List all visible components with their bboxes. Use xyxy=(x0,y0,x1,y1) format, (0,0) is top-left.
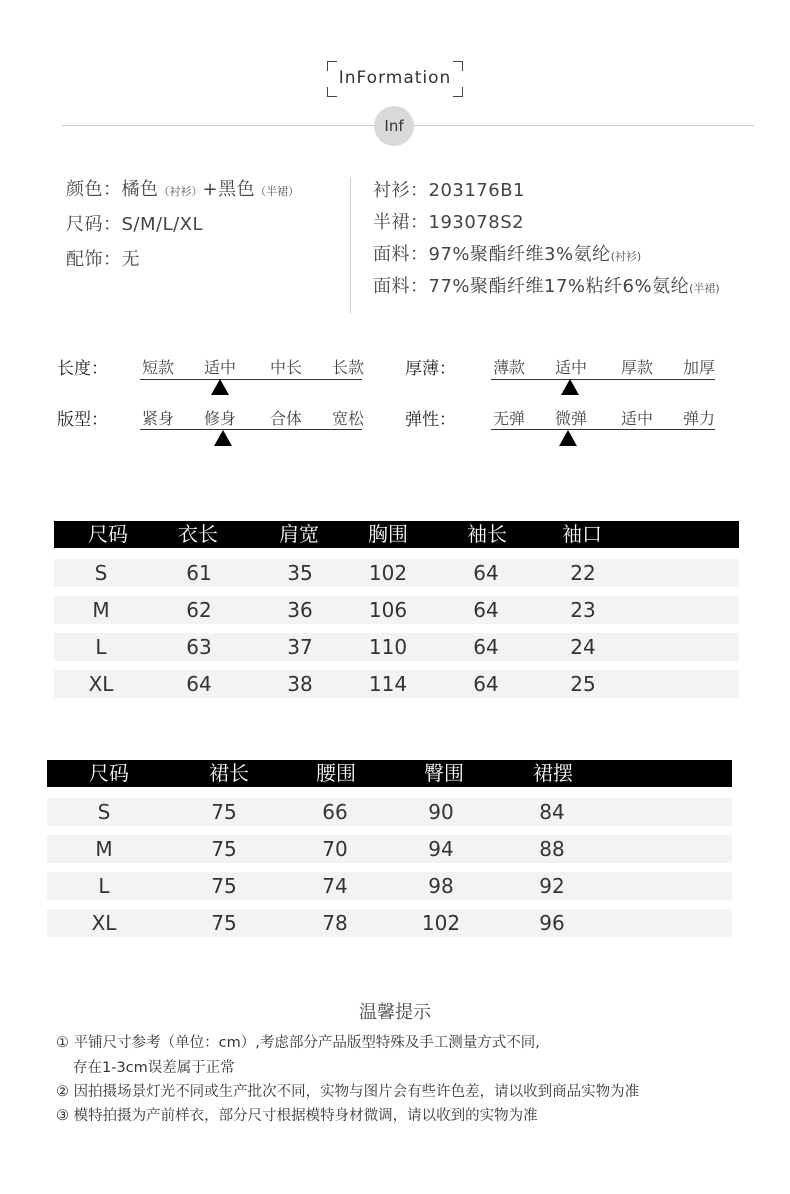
detail-value: S/M/L/XL xyxy=(121,214,204,235)
table-cell: 102 xyxy=(368,561,408,585)
table-cell: 75 xyxy=(211,911,237,935)
table-cell: 106 xyxy=(368,598,408,622)
table-cell: M xyxy=(92,598,110,622)
skirt-table-header xyxy=(47,760,732,787)
scale-label-text: 厚薄 xyxy=(405,359,439,379)
table-row xyxy=(47,872,732,900)
table-header-cell: 袖口 xyxy=(562,522,602,546)
note-item: ③ 模特拍摄为产前样衣，部分尺寸根据模特身材微调，请以收到的实物为准 xyxy=(56,1108,538,1124)
table-cell: 90 xyxy=(428,800,454,824)
detail-label: 面料： xyxy=(373,276,429,297)
note-item: ① 平铺尺寸参考（单位：cm）,考虑部分产品版型特殊及手工测量方式不同, xyxy=(56,1035,540,1051)
table-cell: 96 xyxy=(539,911,565,935)
table-cell: 78 xyxy=(322,911,348,935)
table-cell: 98 xyxy=(428,874,454,898)
table-cell: XL xyxy=(88,672,114,696)
table-header-cell: 衣长 xyxy=(178,522,218,546)
scale-label-text: 弹性 xyxy=(405,410,439,430)
table-cell: 64 xyxy=(186,672,212,696)
table-cell: 88 xyxy=(539,837,565,861)
scale-option: 微弹 xyxy=(554,409,587,428)
information-title-frame xyxy=(327,61,463,97)
detail-label: 衬衫： xyxy=(373,180,429,201)
table-cell: L xyxy=(98,874,110,898)
detail-size xyxy=(66,210,203,236)
table-cell: 37 xyxy=(287,635,313,659)
detail-value: 97%聚酯纤维3%氨纶 xyxy=(428,244,611,265)
shirt-table-header xyxy=(54,521,739,548)
table-cell: 75 xyxy=(211,837,237,861)
scale-option: 宽松 xyxy=(331,409,364,428)
scale-label-text: 版型 xyxy=(57,410,91,430)
table-cell: 63 xyxy=(186,635,212,659)
selected-marker-icon xyxy=(561,379,579,395)
scale-option: 薄款 xyxy=(492,358,525,377)
detail-label: 配饰： xyxy=(66,249,122,270)
table-cell: 66 xyxy=(322,800,348,824)
table-cell: 75 xyxy=(211,800,237,824)
table-cell: 75 xyxy=(211,874,237,898)
inf-badge: Inf xyxy=(374,106,414,146)
table-cell: 24 xyxy=(570,635,596,659)
scale-line xyxy=(140,379,362,380)
table-cell: 36 xyxy=(287,598,313,622)
table-cell: 38 xyxy=(287,672,313,696)
scale-option: 短款 xyxy=(141,358,174,377)
table-cell: 102 xyxy=(421,911,461,935)
scale-line xyxy=(140,429,362,430)
table-cell: 70 xyxy=(322,837,348,861)
table-cell: L xyxy=(95,635,107,659)
details-divider xyxy=(350,177,351,314)
table-row xyxy=(54,633,739,661)
detail-label: 尺码： xyxy=(66,214,122,235)
table-row xyxy=(54,559,739,587)
detail-value: 203176B1 xyxy=(428,180,526,201)
table-cell: 114 xyxy=(368,672,408,696)
table-row xyxy=(54,670,739,698)
scale-option: 修身 xyxy=(203,409,236,428)
scale-option: 长款 xyxy=(331,358,364,377)
notes-title: 温馨提示 xyxy=(359,1002,431,1023)
table-row xyxy=(47,798,732,826)
selected-marker-icon xyxy=(559,430,577,446)
detail-note: (衬衫) xyxy=(610,250,642,263)
scale-option: 加厚 xyxy=(682,358,715,377)
scale-label-fit: 版型： xyxy=(57,410,118,430)
scale-option: 合体 xyxy=(269,409,302,428)
table-header-cell: 腰围 xyxy=(316,761,356,785)
table-header-cell: 袖长 xyxy=(467,522,507,546)
table-cell: 61 xyxy=(186,561,212,585)
scale-option: 适中 xyxy=(554,358,587,377)
scale-option: 弹力 xyxy=(682,409,715,428)
scale-option: 厚款 xyxy=(620,358,653,377)
detail-note: （衬衫） xyxy=(158,185,203,198)
scale-option: 中长 xyxy=(269,358,302,377)
detail-fabric-shirt xyxy=(373,240,641,266)
detail-label: 半裙： xyxy=(373,212,429,233)
table-cell: 94 xyxy=(428,837,454,861)
table-header-cell: 胸围 xyxy=(368,522,408,546)
table-cell: S xyxy=(94,561,108,585)
scale-label-length: 长度： xyxy=(57,359,118,379)
detail-value: 77%聚酯纤维17%粘纤6%氨纶 xyxy=(428,276,690,297)
note-item: ② 因拍摄场景灯光不同或生产批次不同，实物与图片会有些许色差，请以收到商品实物为准 xyxy=(56,1084,640,1100)
frame-corner xyxy=(327,87,337,97)
table-header-cell: 臀围 xyxy=(424,761,464,785)
detail-value: 橘色 xyxy=(121,179,159,200)
table-cell: M xyxy=(95,837,113,861)
detail-value: +黑色 xyxy=(202,179,256,200)
detail-skirt-code xyxy=(373,208,524,234)
scale-option: 适中 xyxy=(620,409,653,428)
detail-note: (半裙) xyxy=(689,282,720,295)
table-cell: 22 xyxy=(570,561,596,585)
table-cell: 64 xyxy=(473,598,499,622)
table-header-cell: 尺码 xyxy=(88,522,128,546)
table-row xyxy=(54,596,739,624)
table-header-cell: 裙摆 xyxy=(533,761,573,785)
table-cell: 74 xyxy=(322,874,348,898)
scale-option: 紧身 xyxy=(141,409,174,428)
table-cell: 92 xyxy=(539,874,565,898)
table-row xyxy=(47,835,732,863)
table-cell: XL xyxy=(91,911,117,935)
table-row xyxy=(47,909,732,937)
table-cell: 23 xyxy=(570,598,596,622)
table-cell: 84 xyxy=(539,800,565,824)
table-cell: 64 xyxy=(473,561,499,585)
selected-marker-icon xyxy=(214,430,232,446)
detail-color xyxy=(66,175,299,201)
table-cell: 35 xyxy=(287,561,313,585)
scale-label-elasticity: 弹性： xyxy=(405,410,466,430)
detail-value: 193078S2 xyxy=(428,212,525,233)
table-cell: 25 xyxy=(570,672,596,696)
scale-label-thickness: 厚薄： xyxy=(405,359,466,379)
detail-label: 颜色： xyxy=(66,179,122,200)
detail-shirt-code xyxy=(373,176,525,202)
scale-label-text: 长度 xyxy=(57,359,91,379)
detail-fabric-skirt xyxy=(373,272,720,298)
detail-accessory xyxy=(66,245,140,271)
section-title: InFormation xyxy=(338,68,452,88)
table-header-cell: 尺码 xyxy=(89,761,129,785)
table-cell: 62 xyxy=(186,598,212,622)
scale-line xyxy=(491,429,715,430)
table-header-cell: 裙长 xyxy=(209,761,249,785)
frame-corner xyxy=(453,87,463,97)
table-cell: 110 xyxy=(368,635,408,659)
selected-marker-icon xyxy=(211,379,229,395)
table-cell: 64 xyxy=(473,635,499,659)
table-cell: 64 xyxy=(473,672,499,696)
detail-note: （半裙） xyxy=(255,185,300,198)
note-item: 存在1-3cm误差属于正常 xyxy=(73,1060,235,1076)
table-cell: S xyxy=(97,800,111,824)
detail-value: 无 xyxy=(121,249,140,270)
detail-label: 面料： xyxy=(373,244,429,265)
scale-line xyxy=(491,379,715,380)
scale-option: 适中 xyxy=(203,358,236,377)
scale-option: 无弹 xyxy=(492,409,525,428)
table-header-cell: 肩宽 xyxy=(279,522,319,546)
